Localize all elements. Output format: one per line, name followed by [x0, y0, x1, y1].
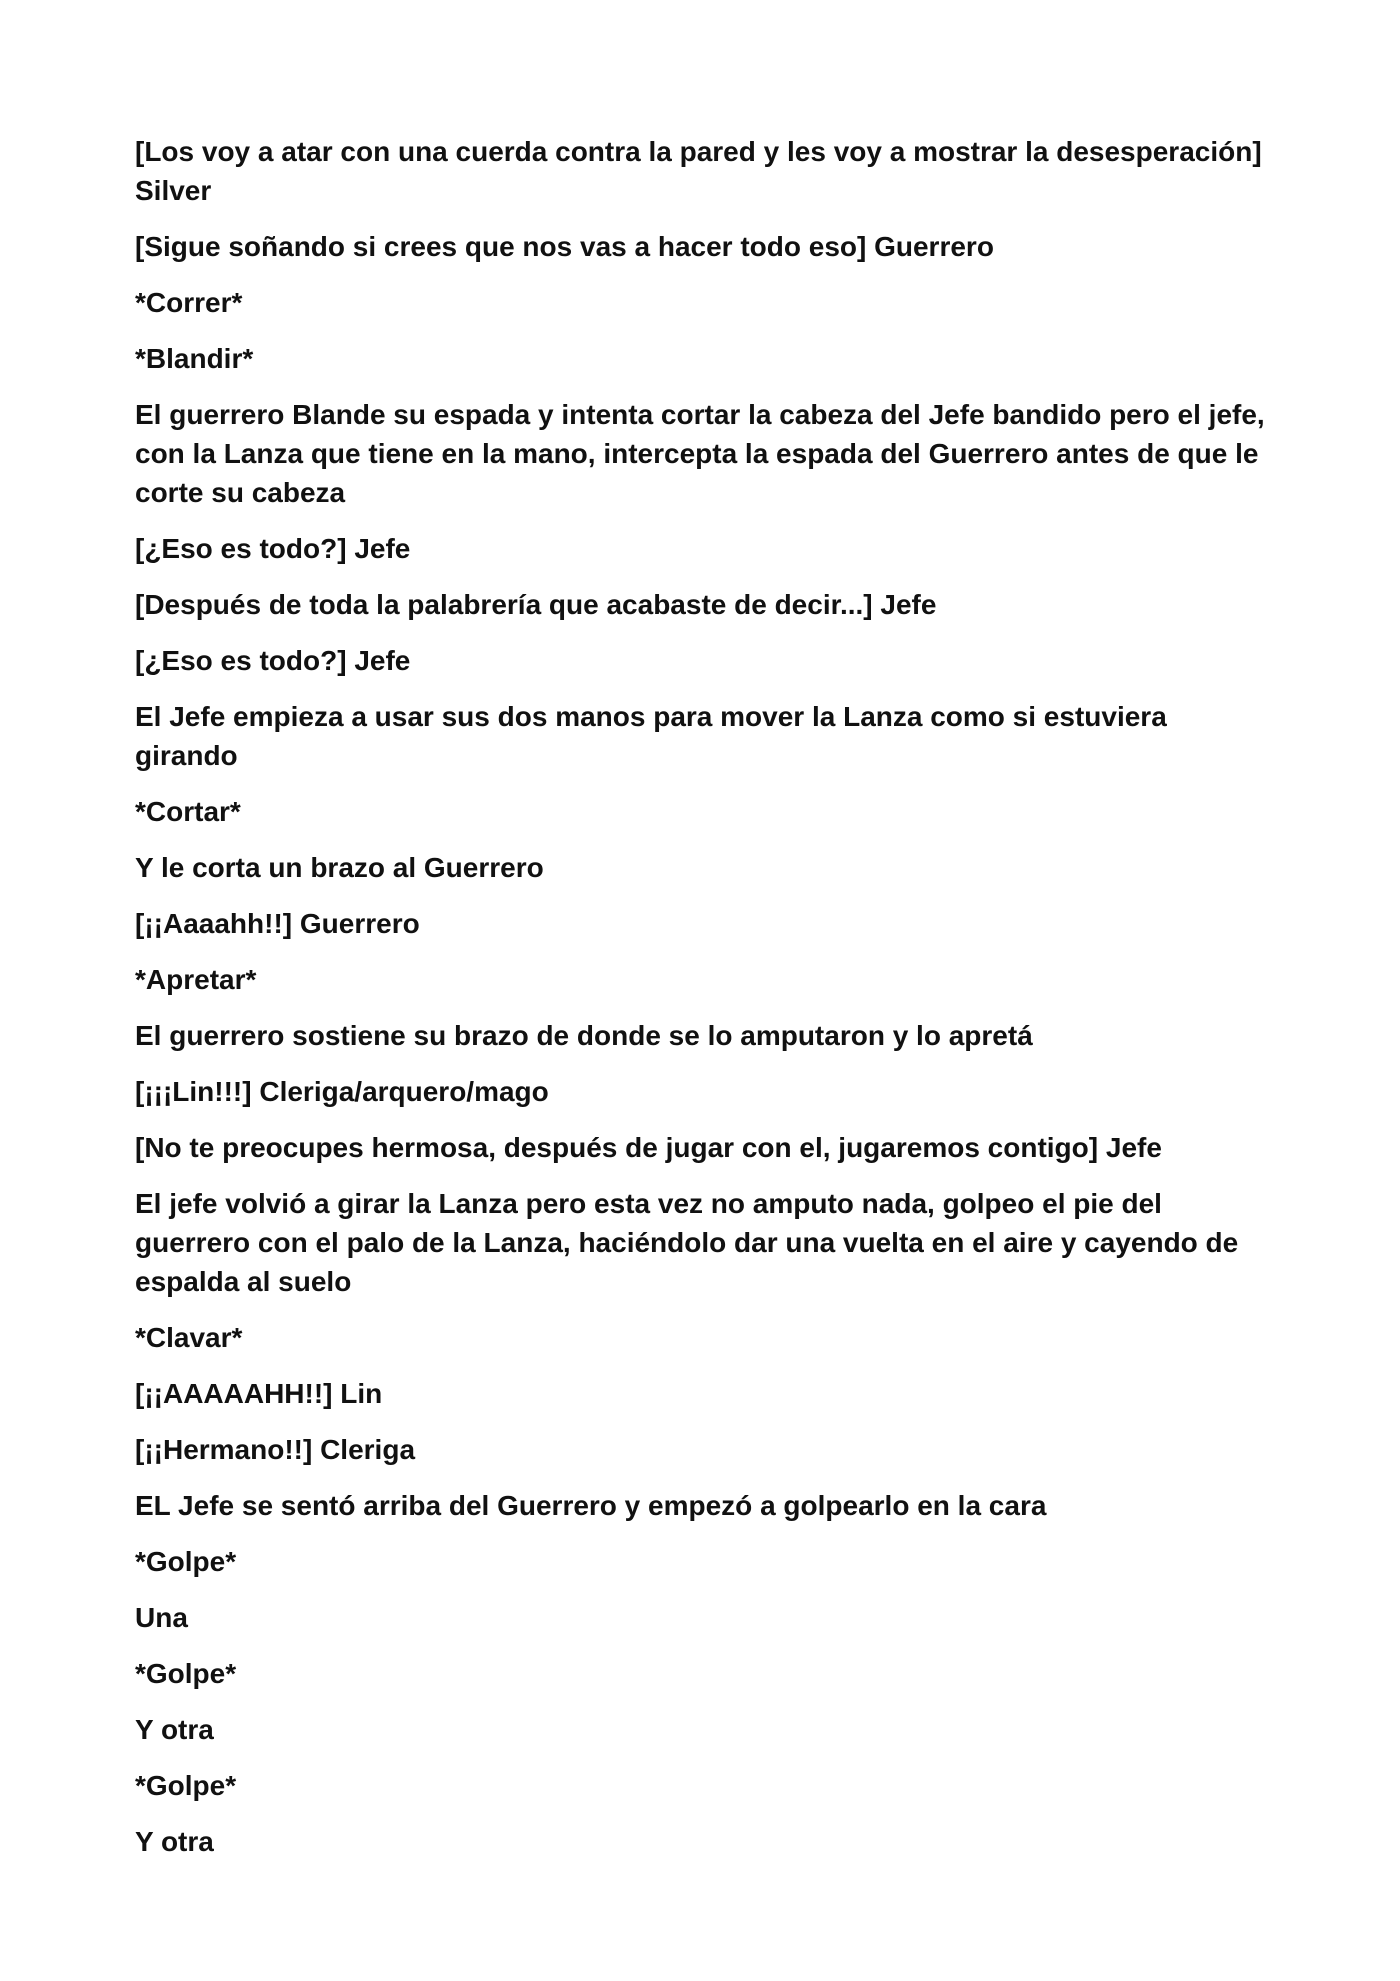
document-body [135, 132, 1275, 1878]
paragraph: *Apretar* [135, 964, 257, 995]
paragraph: [¡¡Hermano!!] Cleriga [135, 1434, 416, 1465]
paragraph: Una [135, 1602, 188, 1633]
paragraph: Y otra [135, 1826, 214, 1857]
paragraph: El guerrero Blande su espada y intenta cortar la cabeza del Jefe bandido pero el jefe, con la Lanza que tiene en la mano, intercepta la espada del Guerrero antes de que le corte su cabeza [135, 399, 1265, 508]
paragraph: El jefe volvió a girar la Lanza pero esta vez no amputo nada, golpeo el pie del guerrero con el palo de la Lanza, haciéndolo dar una vuelta en el aire y cayendo de espalda al suelo [135, 1188, 1239, 1297]
paragraph: El Jefe empieza a usar sus dos manos para mover la Lanza como si estuviera girando [135, 701, 1167, 771]
paragraph: [¡¡Aaaahh!!] Guerrero [135, 908, 420, 939]
paragraph: EL Jefe se sentó arriba del Guerrero y empezó a golpearlo en la cara [135, 1490, 1047, 1521]
paragraph: Y otra [135, 1714, 214, 1745]
paragraph: *Correr* [135, 287, 243, 318]
paragraph: *Golpe* [135, 1770, 237, 1801]
paragraph: [¡¡AAAAAHH!!] Lin [135, 1378, 383, 1409]
paragraph: [No te preocupes hermosa, después de jugar con el, jugaremos contigo] Jefe [135, 1132, 1162, 1163]
paragraph: *Blandir* [135, 343, 254, 374]
paragraph: *Golpe* [135, 1546, 237, 1577]
paragraph: [Sigue soñando si crees que nos vas a hacer todo eso] Guerrero [135, 231, 994, 262]
paragraph: [Después de toda la palabrería que acabaste de decir...] Jefe [135, 589, 937, 620]
paragraph: [¿Eso es todo?] Jefe [135, 645, 411, 676]
paragraph: *Clavar* [135, 1322, 243, 1353]
paragraph: [¿Eso es todo?] Jefe [135, 533, 411, 564]
paragraph: [¡¡¡Lin!!!] Cleriga/arquero/mago [135, 1076, 549, 1107]
paragraph: [Los voy a atar con una cuerda contra la pared y les voy a mostrar la desesperación] Silver [135, 136, 1262, 206]
paragraph: *Golpe* [135, 1658, 237, 1689]
paragraph: *Cortar* [135, 796, 241, 827]
paragraph: El guerrero sostiene su brazo de donde se lo amputaron y lo apretá [135, 1020, 1033, 1051]
paragraph: Y le corta un brazo al Guerrero [135, 852, 544, 883]
